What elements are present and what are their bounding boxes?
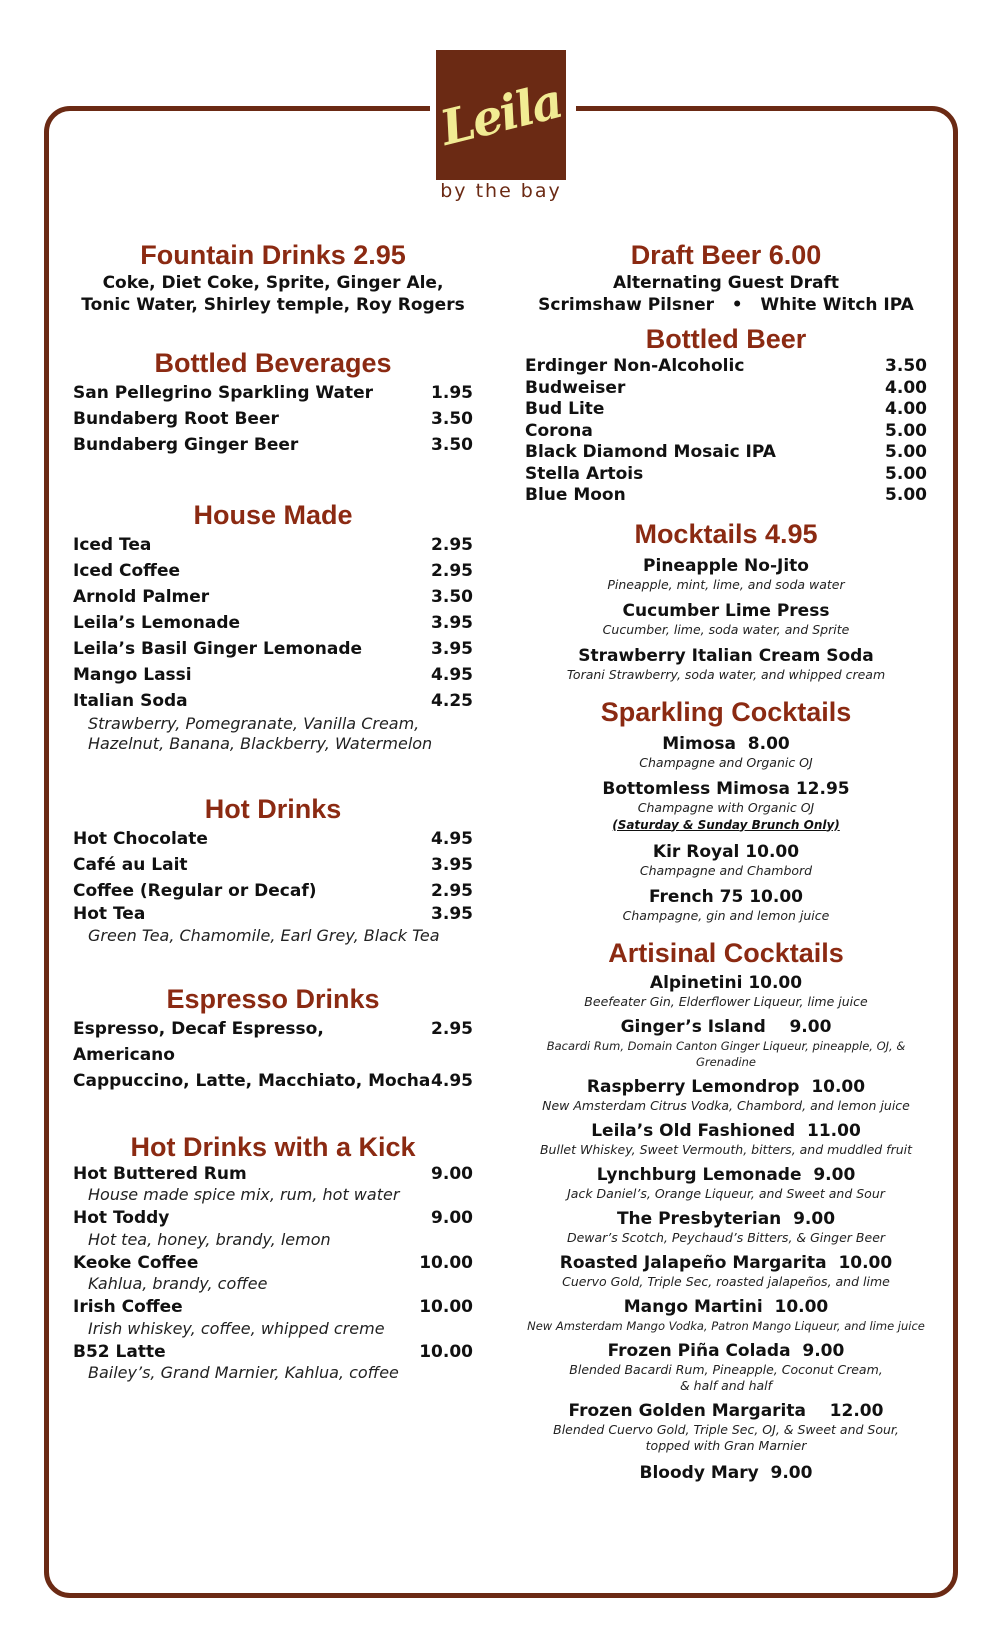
- item-description: Irish whiskey, coffee, whipped creme: [88, 1318, 385, 1338]
- menu-item: Iced Coffee 2.95: [73, 561, 473, 581]
- menu-item: Arnold Palmer 3.50: [73, 587, 473, 607]
- menu-item: Bottomless Mimosa 12.95 Champagne with Organic OJ (Saturday & Sunday Brunch Only): [602, 778, 850, 832]
- brand-logo: [436, 50, 566, 180]
- menu-item: Leila’s Old Fashioned 11.00 Bullet Whiskey, Sweet Vermouth, bitters, and muddled fruit: [539, 1120, 913, 1157]
- right-column: [525, 238, 927, 1484]
- left-column: [73, 238, 473, 1383]
- menu-item: Bud Lite 4.00: [525, 399, 927, 419]
- menu-item: Café au Lait 3.95: [73, 855, 473, 875]
- menu-item: Leila’s Lemonade 3.95: [73, 613, 473, 633]
- section-title-espresso: Espresso Drinks: [166, 983, 380, 1014]
- menu-item: Mango Martini 10.00 New Amsterdam Mango Vodka, Patron Mango Liqueur, and lime juice: [527, 1296, 925, 1333]
- menu-item: Erdinger Non-Alcoholic 3.50: [525, 356, 927, 376]
- menu-item: Bloody Mary 9.00: [639, 1462, 813, 1483]
- menu-item: Cappuccino, Latte, Macchiato, Mocha 4.95: [73, 1070, 473, 1091]
- section-title-bottled-beverages: Bottled Beverages: [154, 348, 392, 378]
- section-title-fountain: Fountain Drinks 2.95: [140, 240, 406, 270]
- menu-item: Leila’s Basil Ginger Lemonade 3.95: [73, 639, 473, 659]
- menu-item: Hot Toddy 9.00: [73, 1208, 473, 1228]
- menu-item: The Presbyterian 9.00 Dewar’s Scotch, Peychaud’s Bitters, & Ginger Beer: [566, 1208, 886, 1245]
- menu-item: Italian Soda 4.25: [73, 691, 473, 711]
- menu-item: Bundaberg Root Beer 3.50: [73, 409, 473, 429]
- menu-item: Roasted Jalapeño Margarita 10.00 Cuervo Gold, Triple Sec, roasted jalapeños, and lime: [559, 1252, 893, 1289]
- item-description: Kahlua, brandy, coffee: [88, 1274, 268, 1293]
- draft-line: Scrimshaw Pilsner • White Witch IPA: [538, 295, 914, 315]
- item-description: Bailey’s, Grand Marnier, Kahlua, coffee: [88, 1363, 399, 1382]
- menu-item: Hot Buttered Rum 9.00: [73, 1163, 473, 1184]
- section-title-mocktails: Mocktails 4.95: [634, 518, 818, 549]
- menu-item: Keoke Coffee 10.00: [73, 1252, 473, 1273]
- menu-item: B52 Latte 10.00: [73, 1341, 473, 1362]
- menu-item: Irish Coffee 10.00: [73, 1297, 473, 1317]
- section-title-draft-beer: Draft Beer 6.00: [630, 240, 822, 270]
- item-description: Hazelnut, Banana, Blackberry, Watermelon: [88, 734, 433, 753]
- menu-item: Ginger’s Island 9.00 Bacardi Rum, Domain Canton Ginger Liqueur, pineapple, OJ, & Grenadine: [546, 1016, 906, 1069]
- section-title-kick: Hot Drinks with a Kick: [130, 1131, 416, 1162]
- menu-item: French 75 10.00 Champagne, gin and lemon juice: [622, 886, 830, 923]
- brand-tagline: by the bay: [440, 180, 562, 202]
- menu-item: Iced Tea 2.95: [73, 535, 473, 555]
- section-title-bottled-beer: Bottled Beer: [645, 324, 807, 354]
- menu-item: Espresso, Decaf Espresso, Americano 2.95: [73, 1018, 473, 1065]
- item-description: Hot tea, honey, brandy, lemon: [88, 1229, 331, 1249]
- item-description: Green Tea, Chamomile, Earl Grey, Black Tea: [88, 925, 440, 945]
- menu-item: Lynchburg Lemonade 9.00 Jack Daniel’s, Orange Liqueur, and Sweet and Sour: [567, 1164, 885, 1201]
- menu-item: Frozen Piña Colada 9.00 Blended Bacardi Rum, Pineapple, Coconut Cream, & half and half: [569, 1340, 883, 1393]
- section-title-house-made: House Made: [193, 500, 353, 530]
- menu-item: Mango Lassi 4.95: [73, 665, 473, 685]
- menu-item: Raspberry Lemondrop 10.00 New Amsterdam Citrus Vodka, Chambord, and lemon juice: [542, 1076, 910, 1113]
- menu-item: Bundaberg Ginger Beer 3.50: [73, 435, 473, 455]
- section-title-artisinal: Artisinal Cocktails: [608, 937, 844, 968]
- menu-item: San Pellegrino Sparkling Water 1.95: [73, 383, 473, 403]
- logo-text: Leila: [435, 73, 567, 157]
- menu-item: Blue Moon 5.00: [525, 485, 927, 505]
- item-description: House made spice mix, rum, hot water: [88, 1185, 400, 1204]
- menu-item: Alpinetini 10.00 Beefeater Gin, Elderflower Liqueur, lime juice: [584, 972, 868, 1009]
- menu-item: Coffee (Regular or Decaf) 2.95: [73, 881, 473, 901]
- menu-item: Hot Chocolate 4.95: [73, 829, 473, 849]
- section-title-sparkling: Sparkling Cocktails: [600, 696, 852, 727]
- menu-item: Corona 5.00: [525, 420, 927, 441]
- menu-item: Cucumber Lime Press Cucumber, lime, soda water, and Sprite: [602, 600, 850, 637]
- menu-item: Black Diamond Mosaic IPA 5.00: [525, 442, 927, 462]
- menu-item: Kir Royal 10.00 Champagne and Chambord: [639, 841, 813, 878]
- menu-item: Mimosa 8.00 Champagne and Organic OJ: [639, 733, 813, 770]
- item-description: Strawberry, Pomegranate, Vanilla Cream,: [88, 714, 420, 733]
- menu-item: Hot Tea 3.95: [73, 904, 473, 924]
- menu-item: Frozen Golden Margarita 12.00 Blended Cuervo Gold, Triple Sec, OJ, & Sweet and Sour, topped with Gran Marnier: [553, 1400, 899, 1453]
- menu-item: Strawberry Italian Cream Soda Torani Strawberry, soda water, and whipped cream: [566, 645, 886, 682]
- menu-item: Stella Artois 5.00: [525, 463, 927, 484]
- fountain-items: Tonic Water, Shirley temple, Roy Rogers: [81, 295, 465, 315]
- menu-item: Pineapple No-Jito Pineapple, mint, lime, and soda water: [607, 555, 845, 592]
- section-title-hot-drinks: Hot Drinks: [204, 794, 342, 824]
- fountain-items: Coke, Diet Coke, Sprite, Ginger Ale,: [102, 273, 444, 293]
- draft-line: Alternating Guest Draft: [613, 273, 839, 293]
- menu-item: Budweiser 4.00: [525, 377, 927, 398]
